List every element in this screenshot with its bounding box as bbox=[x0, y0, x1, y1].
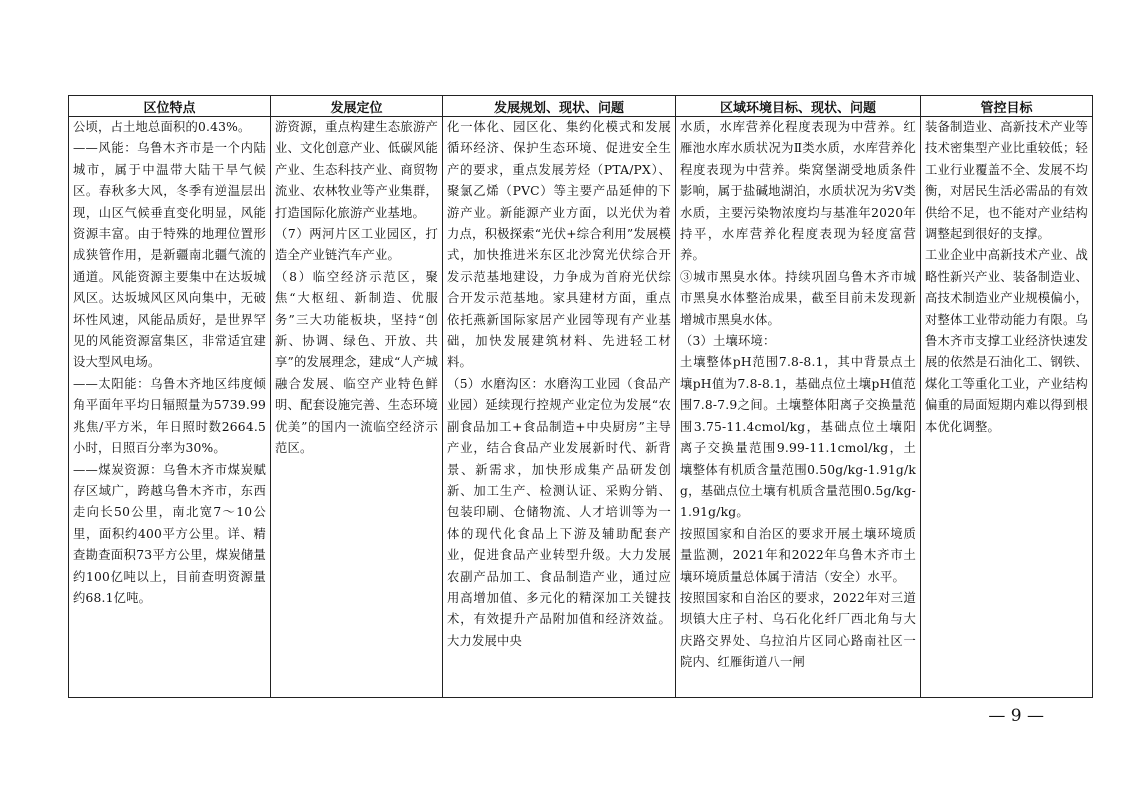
paragraph: 化一体化、园区化、集约化模式和发展循环经济、保护生态环境、促进安全生产的要求，重点发展芳烃（PTA/PX）、聚氯乙烯（PVC）等主要产品延伸的下游产业。新能源产业方面，以光伏为着力点，积极探索“光伏+综合利用”发展模式，加快推进米东区北沙窝光伏综合开发示范基地建设，力争成为首府光伏综合开发示范基地。家具建材方面，重点依托燕新国际家居产业园等现有产业基础，加快发展建筑材料、先进轻工材料。 bbox=[447, 120, 671, 370]
paragraph: 按照国家和自治区的要求开展土壤环境质量监测，2021年和2022年乌鲁木齐市土壤环境质量总体属于清洁（安全）水平。 bbox=[680, 526, 916, 584]
paragraph: 公顷，占土地总面积的0.43%。 bbox=[73, 120, 251, 134]
cell-regional-environment bbox=[676, 117, 921, 698]
paragraph: ——煤炭资源：乌鲁木齐市煤炭赋存区域广，跨越乌鲁木齐市，东西走向长50公里，南北宽7～10公里，面积约400平方公里。详、精查勘查面积73平方公里，煤炭储量约100亿吨以上，目前查明资源量约68.1亿吨。 bbox=[73, 462, 266, 605]
header-control-targets: 管控目标 bbox=[921, 96, 1093, 117]
paragraph: 土壤整体pH范围7.8-8.1，其中背景点土壤pH值为7.8-8.1，基础点位土壤pH值范围7.8-7.9之间。土壤整体阳离子交换量范围3.75-11.4cmol/kg，基础点位土壤阳离子交换量范围9.99-11.1cmol/kg，土壤整体有机质含量范围0.50g/kg-1.91g/kg，基础点位土壤有机质含量范围0.5g/kg-1.91g/kg。 bbox=[680, 355, 916, 520]
cell-control-targets bbox=[921, 117, 1093, 698]
paragraph: （8）临空经济示范区，聚焦“大枢纽、新制造、优服务”三大功能板块，坚持“创新、协调、绿色、开放、共享”的发展理念，建成“人产城融合发展、临空产业特色鲜明、配套设施完善、生态环境优美”的国内一流临空经济示范区。 bbox=[275, 269, 438, 456]
table-header-row bbox=[69, 96, 1093, 117]
paragraph: （3）土壤环境： bbox=[680, 334, 776, 349]
table-row bbox=[69, 117, 1093, 698]
paragraph: 水质，水库营养化程度表现为中营养。红雁池水库水质状况为Ⅱ类水质，水库营养化程度表现为中营养。柴窝堡湖受地质条件影响，属于盐碱地湖泊，水质状况为劣Ⅴ类水质，主要污染物浓度均与基准年2020年持平，水库营养化程度表现为轻度富营养。 bbox=[680, 120, 916, 263]
paragraph: ——风能：乌鲁木齐市是一个内陆城市，属于中温带大陆干旱气候区。春秋多大风，冬季有逆温层出现，山区气候垂直变化明显，风能资源丰富。由于特殊的地理位置形成狭管作用，是新疆南北疆气流的通道。风能资源主要集中在达坂城风区。达坂城风区风向集中，无破坏性风速，风能品质好，是世界罕见的风能资源富集区，非常适宜建设大型风电场。 bbox=[73, 141, 266, 370]
paragraph: 工业企业中高新技术产业、战略性新兴产业、装备制造业、高技术制造业产业规模偏小，对整体工业带动能力有限。乌鲁木齐市支撑工业经济快速发展的依然是石油化工、钢铁、煤化工等重化工业，产业结构偏重的局面短期内难以得到根本优化调整。 bbox=[925, 248, 1088, 434]
header-development-planning: 发展规划、现状、问题 bbox=[443, 96, 676, 117]
paragraph: ③城市黑臭水体。持续巩固乌鲁木齐市城市黑臭水体整治成果，截至目前未发现新增城市黑臭水体。 bbox=[680, 269, 916, 327]
paragraph: （5）水磨沟区：水磨沟工业园（食品产业园）延续现行控规产业定位为发展“农副食品加工+食品制造+中央厨房”主导产业，结合食品产业发展新时代、新背景、新需求，加快形成集产品研发创新、加工生产、检测认证、采购分销、包装印刷、仓储物流、人才培训等为一体的现代化食品上下游及辅助配套产业，促进食品产业转型升级。大力发展农副产品加工、食品制造产业，通过应用高增加值、多元化的精深加工关键技术，有效提升产品附加值和经济效益。大力发展中央 bbox=[447, 376, 671, 648]
paragraph: 按照国家和自治区的要求，2022年对三道坝镇大庄子村、乌石化化纤厂西北角与大庆路交界处、乌拉泊片区同心路南社区一院内、红雁街道八一闸 bbox=[680, 590, 916, 670]
header-regional-environment: 区域环境目标、现状、问题 bbox=[676, 96, 921, 117]
paragraph: 游资源，重点构建生态旅游产业、文化创意产业、低碳风能产业、生态科技产业、商贸物流业、农林牧业等产业集群，打造国际化旅游产业基地。 bbox=[275, 120, 438, 220]
planning-table bbox=[68, 95, 1093, 698]
paragraph: （7）两河片区工业园区，打造全产业链汽车产业。 bbox=[275, 227, 438, 263]
header-development-positioning: 发展定位 bbox=[271, 96, 443, 117]
cell-location-features bbox=[69, 117, 271, 698]
cell-development-positioning bbox=[271, 117, 443, 698]
paragraph: ——太阳能：乌鲁木齐地区纬度倾角平面年平均日辐照量为5739.99兆焦/平方米，年日照时数2664.5小时，日照百分率为30%。 bbox=[73, 376, 266, 456]
cell-development-planning bbox=[443, 117, 676, 698]
paragraph: 装备制造业、高新技术产业等技术密集型产业比重较低；轻工业行业覆盖不全、发展不均衡，对居民生活必需品的有效供给不足，也不能对产业结构调整起到很好的支撑。 bbox=[925, 120, 1088, 242]
header-location-features: 区位特点 bbox=[69, 96, 271, 117]
page-number: — 9 — bbox=[988, 706, 1044, 726]
